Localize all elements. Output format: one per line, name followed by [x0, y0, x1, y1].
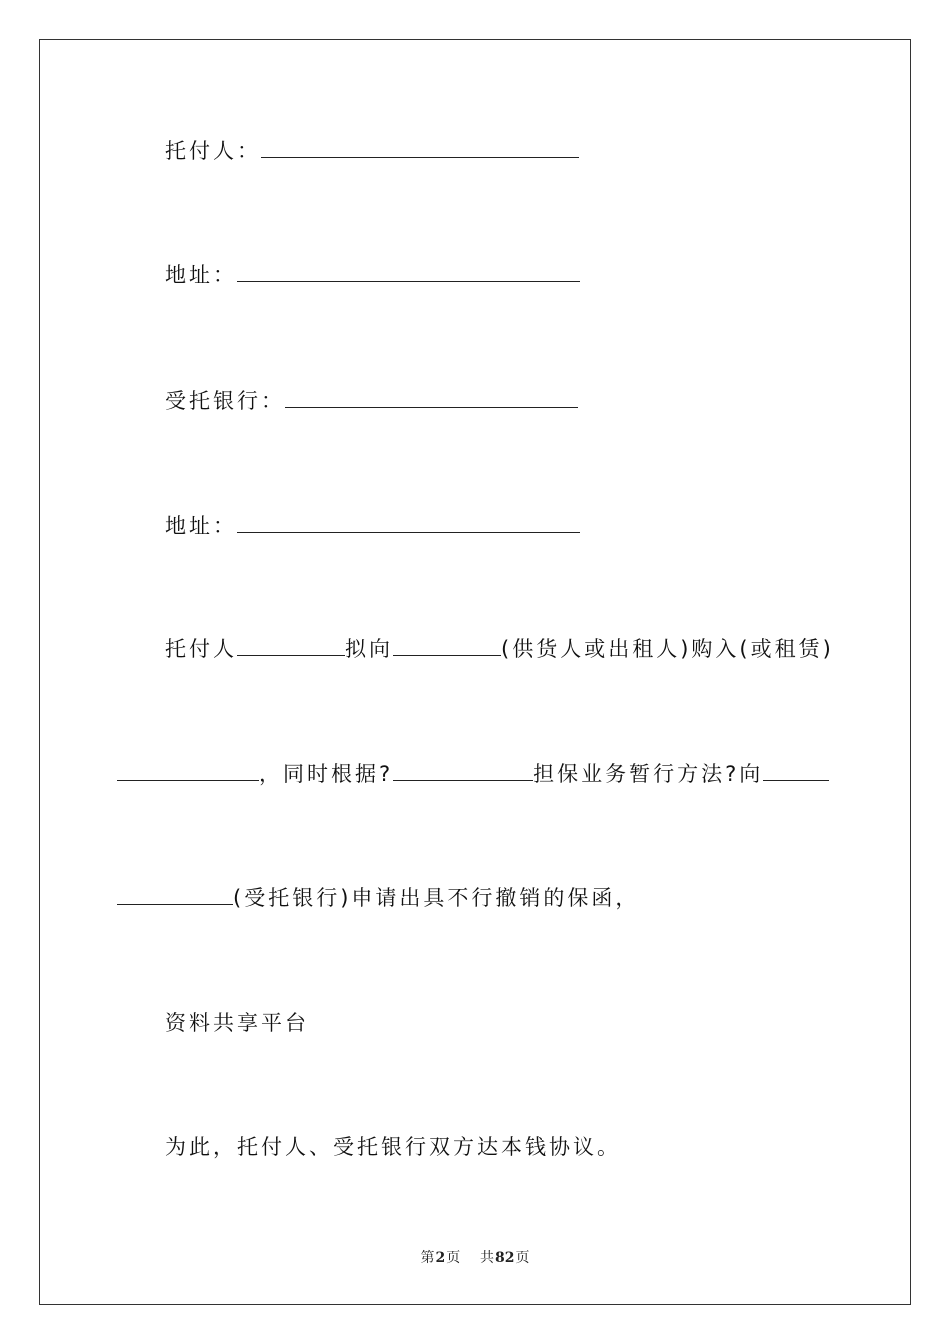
footer-total-prefix: 共	[480, 1250, 495, 1266]
closing-line	[165, 1133, 621, 1161]
page-border	[39, 39, 911, 1305]
consignor-address-label: 地址：	[165, 263, 237, 287]
para1-text-a: 托付人	[165, 637, 237, 661]
para2-blank-a	[117, 762, 259, 781]
bank-address-blank	[237, 514, 580, 533]
para2-blank-c	[763, 762, 829, 781]
consignor-field-row	[165, 137, 579, 165]
watermark-label: 资料共享平台	[165, 1011, 309, 1035]
paragraph-line-2	[117, 760, 829, 788]
consignor-address-blank	[237, 263, 580, 282]
watermark-text	[165, 1009, 309, 1037]
paragraph-line-3	[117, 884, 639, 912]
para2-blank-b	[393, 762, 533, 781]
bank-field-row	[165, 387, 578, 415]
page-footer	[0, 1247, 950, 1267]
bank-address-row	[165, 512, 580, 540]
para2-text-a: ，同时根据?	[259, 762, 394, 786]
footer-total-suffix: 页	[515, 1250, 530, 1266]
bank-label: 受托银行：	[165, 389, 285, 413]
footer-total-pages: 82	[495, 1250, 515, 1266]
consignor-label: 托付人：	[165, 139, 261, 163]
bank-blank	[285, 389, 578, 408]
para2-text-b: 担保业务暂行方法?向	[533, 762, 764, 786]
consignor-blank	[261, 139, 579, 158]
para1-blank-b	[393, 637, 501, 656]
para1-text-b: 拟向	[345, 637, 393, 661]
para3-blank-a	[117, 886, 233, 905]
footer-page-suffix: 页	[446, 1250, 461, 1266]
para1-text-c: (供货人或出租人)购入(或租赁)	[501, 637, 834, 661]
footer-page-number: 2	[435, 1250, 446, 1266]
para1-blank-a	[237, 637, 345, 656]
paragraph-line-1	[165, 635, 834, 663]
bank-address-label: 地址：	[165, 514, 237, 538]
consignor-address-row	[165, 261, 580, 289]
footer-page-prefix: 第	[420, 1250, 435, 1266]
para3-text-a: (受托银行)申请出具不行撤销的保函，	[233, 886, 640, 910]
closing-text: 为此，托付人、受托银行双方达本钱协议。	[165, 1135, 621, 1159]
